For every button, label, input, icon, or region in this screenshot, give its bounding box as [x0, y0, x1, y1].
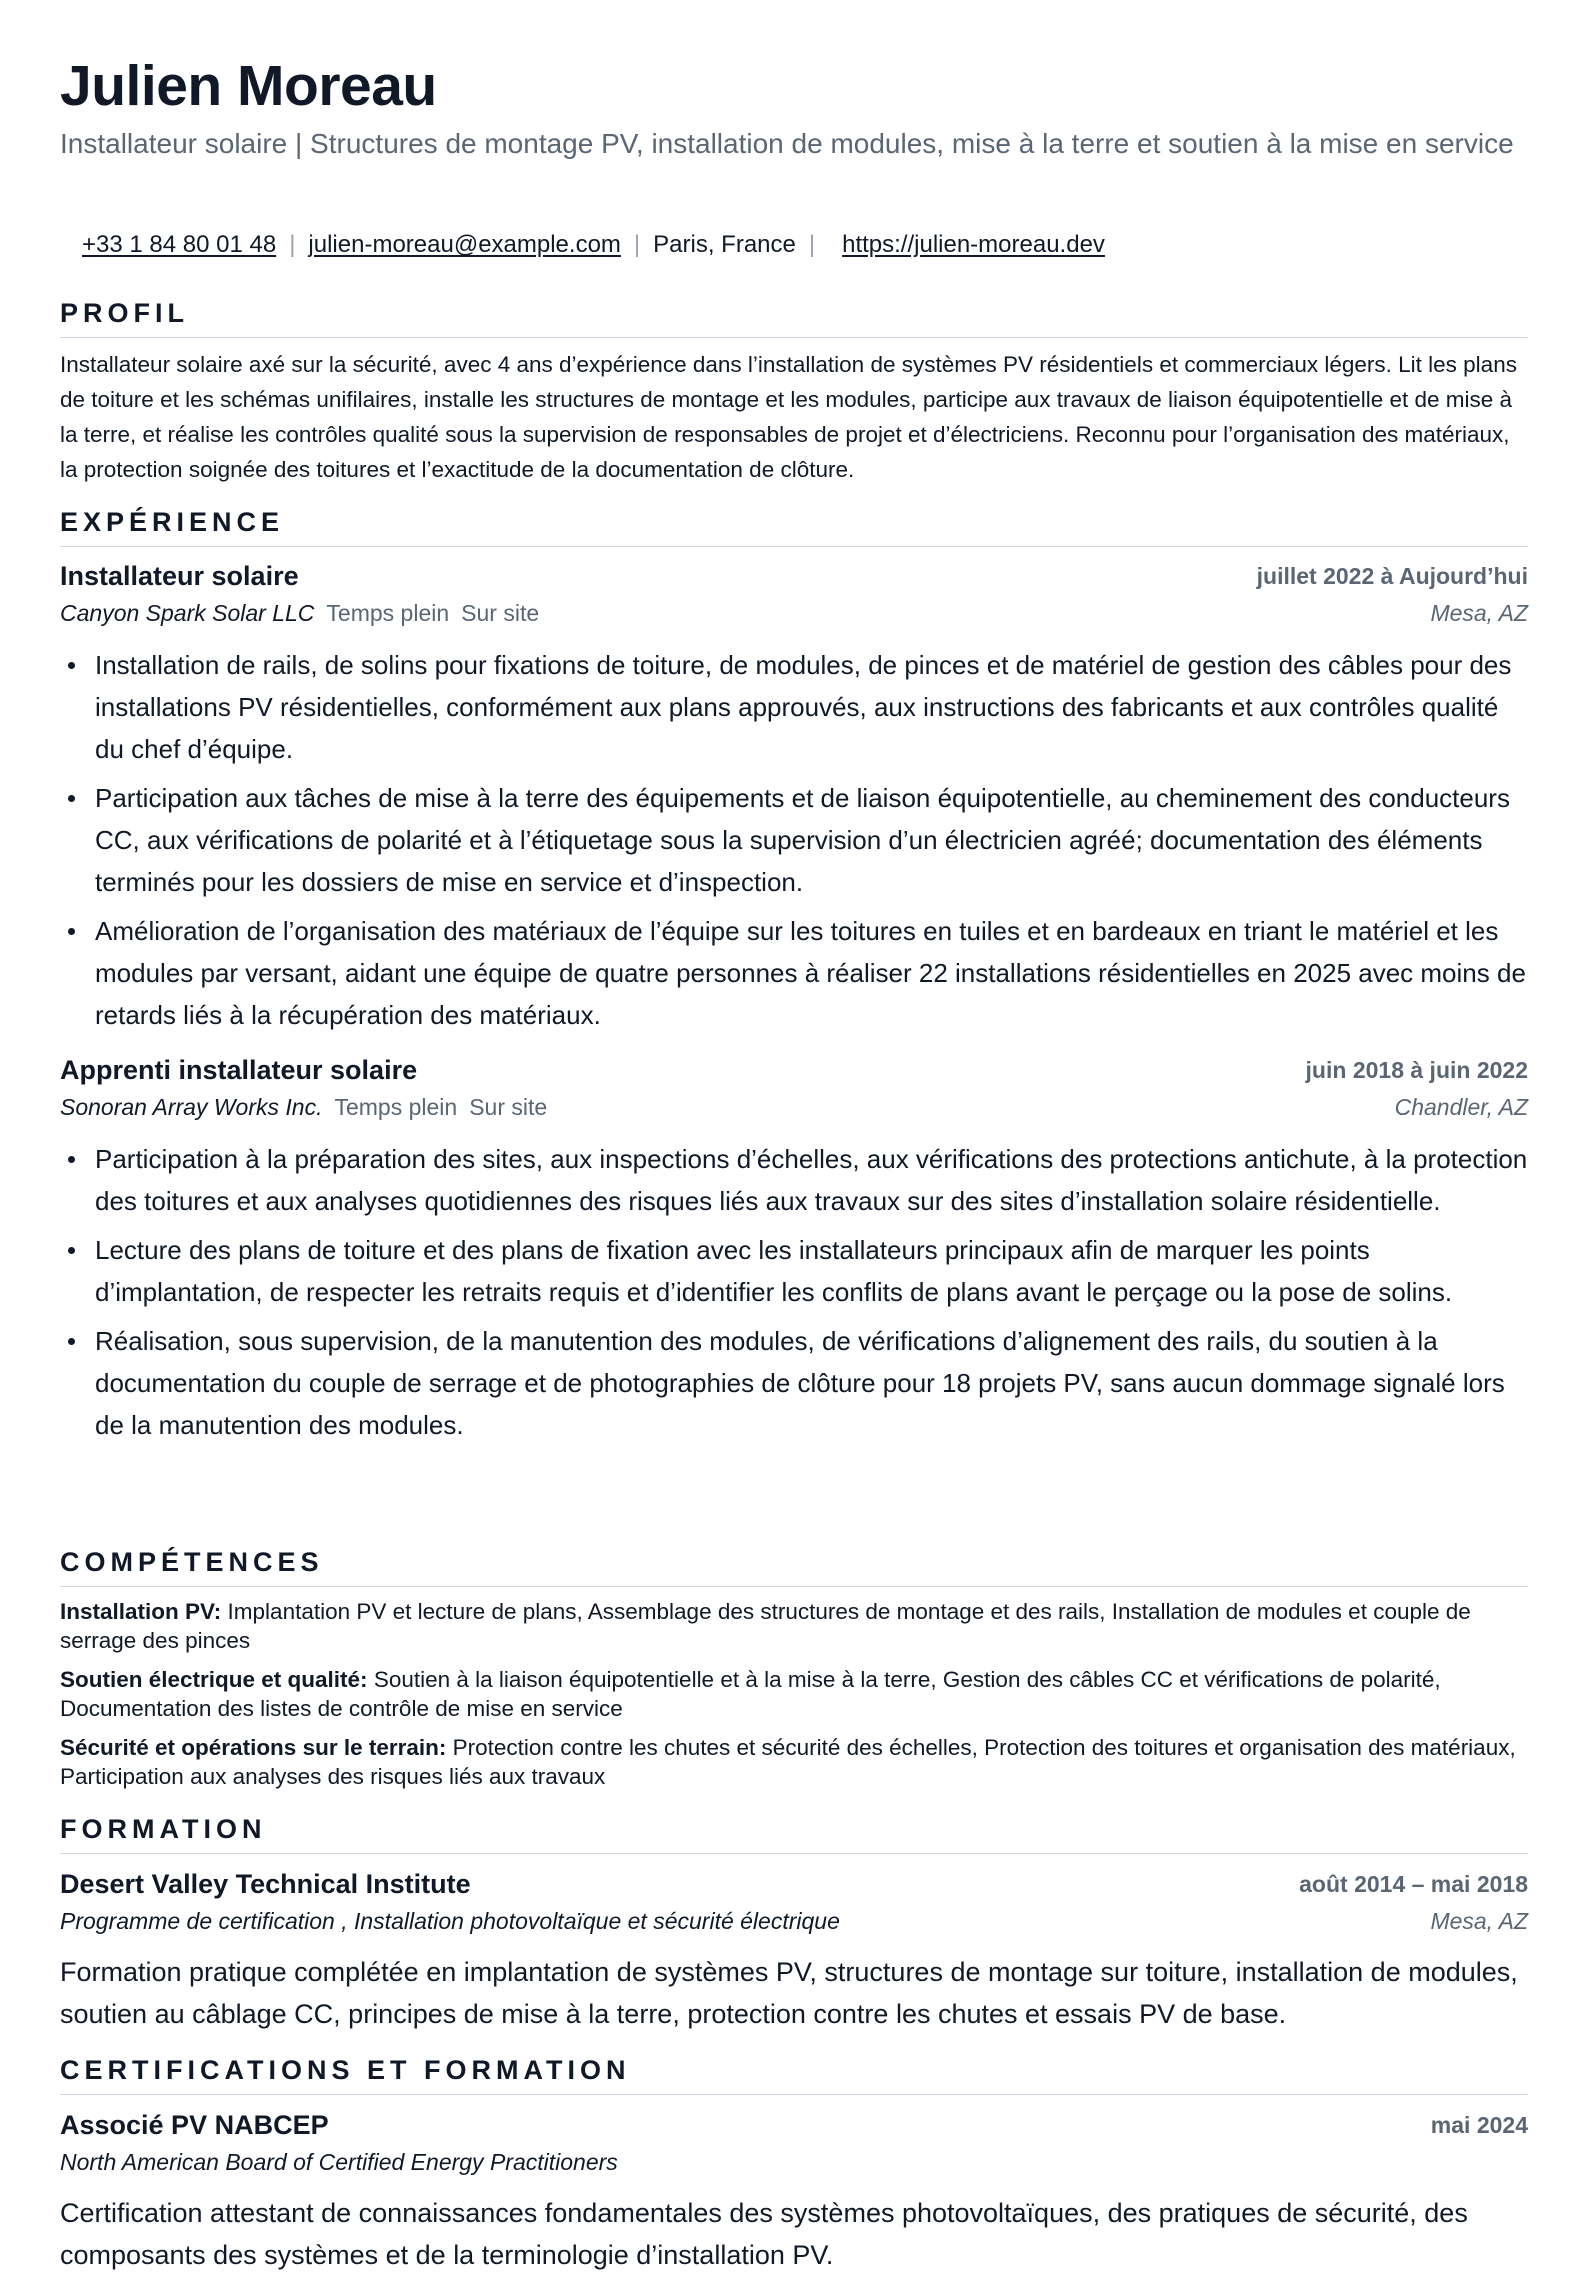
skill-group-label: Installation PV: — [60, 1599, 222, 1624]
certification-description: Certification attestant de connaissances fondamentales des systèmes photovoltaïques, des pratiques de sécurité, des composants des systèmes et de la terminologie d’installation PV. — [60, 2198, 1468, 2270]
certification-issuer: North American Board of Certified Energy Practitioners — [60, 2149, 618, 2175]
skill-group — [60, 1733, 1528, 1791]
company-name: Canyon Spark Solar LLC — [60, 600, 315, 626]
job-dates: juin 2018 à juin 2022 — [1305, 1057, 1528, 1083]
list-item: Lecture des plans de toiture et des plans de fixation avec les installateurs principaux afin de marquer les points d’implantation, de respecter les retraits requis et d’identifier les conflits de plans avant le perçage ou la pose de solins. — [60, 1229, 1528, 1313]
list-item: Réalisation, sous supervision, de la manutention des modules, de vérifications d’alignement des rails, du soutien à la documentation du couple de serrage et de photographies de clôture pour 18 projets PV, sans aucun dommage signalé lors de la manutention des modules. — [60, 1320, 1528, 1446]
work-mode: Sur site — [461, 600, 540, 626]
website-link[interactable]: https://julien-moreau.dev — [842, 231, 1105, 258]
job-meta — [60, 597, 539, 629]
list-item: Participation aux tâches de mise à la terre des équipements et de liaison équipotentielle, au cheminement des conducteurs CC, aux vérifications de polarité et à l’étiquetage sous la supervision d’un électricien agréé; documentation des éléments terminés pour les dossiers de mise en service et d’inspection. — [60, 777, 1528, 903]
job-bullets — [60, 1138, 1528, 1453]
list-item: Participation à la préparation des sites, aux inspections d’échelles, aux vérifications des protections antichute, à la protection des toitures et aux analyses quotidiennes des risques liés aux travaux sur des sites d’installation solaire résidentielle. — [60, 1138, 1528, 1222]
candidate-name: Julien Moreau — [60, 54, 437, 118]
section-heading-skills: COMPÉTENCES — [60, 1545, 1528, 1587]
phone-link[interactable]: +33 1 84 80 01 48 — [82, 231, 277, 258]
list-item: Installation de rails, de solins pour fixations de toiture, de modules, de pinces et de matériel de gestion des câbles pour des installations PV résidentielles, conformément aux plans approuvés, aux instructions des fabricants et aux contrôles qualité du chef d’équipe. — [60, 644, 1528, 770]
job-title: Installateur solaire — [60, 561, 299, 591]
skill-group — [60, 1597, 1528, 1655]
work-mode: Sur site — [469, 1094, 548, 1120]
employment-type: Temps plein — [326, 600, 450, 626]
section-heading-profile: PROFIL — [60, 296, 1528, 338]
profile-summary: Installateur solaire axé sur la sécurité, avec 4 ans d’expérience dans l’installation de systèmes PV résidentiels et commerciaux légers. Lit les plans de toiture et les schémas unifilaires, installe les structures de montage et les modules, participe aux travaux de liaison équipotentielle et de mise à la terre, et réalise les contrôles qualité sous la supervision de responsables de projet et d’électriciens. Reconnu pour l’organisation des matériaux, la protection soignée des toitures et l’exactitude de la documentation de clôture. — [60, 352, 1517, 482]
contact-separator: | — [289, 231, 296, 258]
section-heading-education: FORMATION — [60, 1812, 1528, 1854]
company-name: Sonoran Array Works Inc. — [60, 1094, 323, 1120]
skill-group-text: Implantation PV et lecture de plans, Assemblage des structures de montage et des rails, Installation de modules et couple de serrage des pinces — [60, 1599, 1471, 1653]
job-meta — [60, 1091, 547, 1123]
section-heading-certifications: CERTIFICATIONS ET FORMATION — [60, 2053, 1528, 2095]
contact-separator: | — [808, 231, 816, 258]
certification-title: Associé PV NABCEP — [60, 2110, 329, 2140]
location-text: Paris, France — [653, 231, 796, 258]
education-description: Formation pratique complétée en implantation de systèmes PV, structures de montage sur toiture, installation de modules, soutien au câblage CC, principes de mise à la terre, protection contre les chutes et essais PV de base. — [60, 1957, 1518, 2029]
email-link[interactable]: julien-moreau@example.com — [308, 231, 621, 258]
education-program: Programme de certification , Installation photovoltaïque et sécurité électrique — [60, 1908, 840, 1934]
school-name: Desert Valley Technical Institute — [60, 1869, 471, 1899]
employment-type: Temps plein — [334, 1094, 458, 1120]
job-bullets — [60, 644, 1528, 1043]
job-dates: juillet 2022 à Aujourd’hui — [1256, 563, 1528, 589]
skill-group-label: Soutien électrique et qualité: — [60, 1667, 368, 1692]
skill-group-label: Sécurité et opérations sur le terrain: — [60, 1735, 447, 1760]
education-location: Mesa, AZ — [1430, 1908, 1528, 1934]
contact-separator: | — [633, 231, 641, 258]
skill-group-text: Soutien à la liaison équipotentielle et à la mise à la terre, Gestion des câbles CC et vérifications de polarité, Documentation des listes de contrôle de mise en service — [60, 1667, 1441, 1721]
skill-group-text: Protection contre les chutes et sécurité des échelles, Protection des toitures et organisation des matériaux, Participation aux analyses des risques liés aux travaux — [60, 1735, 1516, 1789]
section-heading-experience: EXPÉRIENCE — [60, 505, 1528, 547]
skill-group — [60, 1665, 1528, 1723]
job-title: Apprenti installateur solaire — [60, 1055, 418, 1085]
headline: Installateur solaire | Structures de montage PV, installation de modules, mise à la terre et soutien à la mise en service — [60, 128, 1514, 159]
list-item: Amélioration de l’organisation des matériaux de l’équipe sur les toitures en tuiles et en bardeaux en triant le matériel et les modules par versant, aidant une équipe de quatre personnes à réaliser 22 installations résidentielles en 2025 avec moins de retards liés à la récupération des matériaux. — [60, 910, 1528, 1036]
job-location: Mesa, AZ — [1430, 600, 1528, 626]
certification-date: mai 2024 — [1430, 2112, 1528, 2138]
job-location: Chandler, AZ — [1394, 1094, 1528, 1120]
contact-line — [82, 229, 1105, 261]
education-dates: août 2014 – mai 2018 — [1299, 1871, 1528, 1897]
